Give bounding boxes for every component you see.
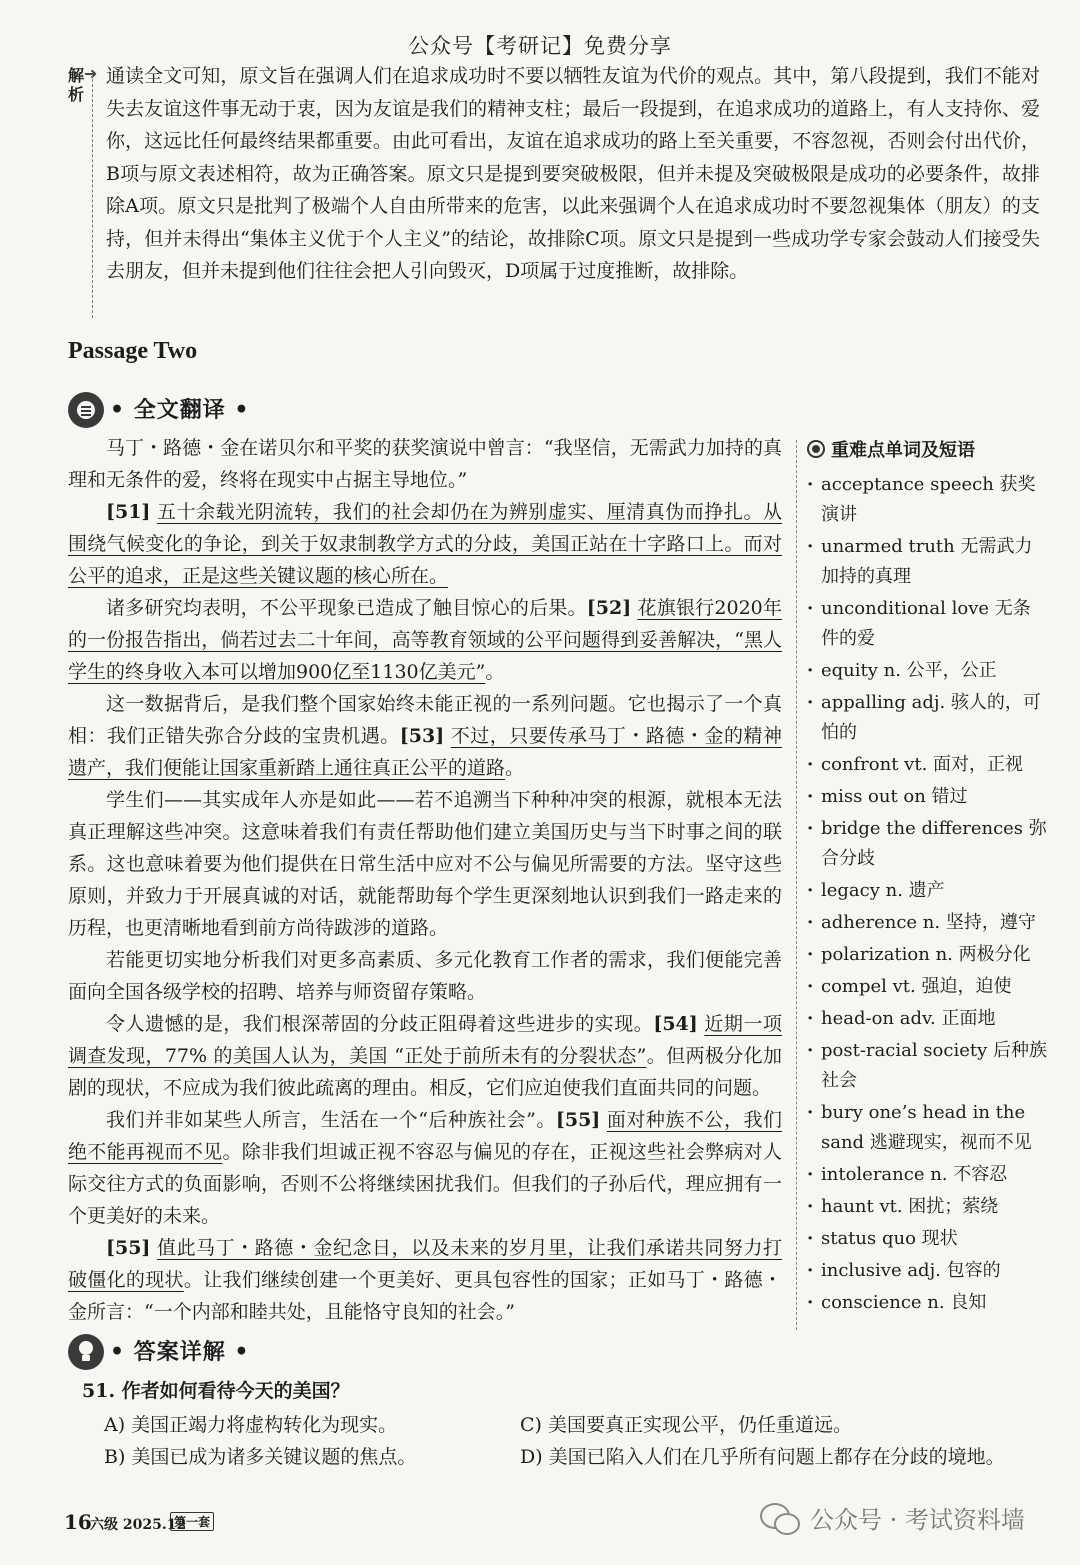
question-ref: [55] xyxy=(106,1237,151,1259)
vocab-item: · post-racial society 后种族社会 xyxy=(807,1036,1047,1096)
watermark: 公众号 · 考试资料墙 xyxy=(760,1500,1025,1535)
column-divider xyxy=(796,440,797,1330)
page-number: 16 xyxy=(64,1510,92,1534)
paragraph: 诸多研究均表明，不公平现象已造成了触目惊心的后果。[52] 花旗银行2020年的一份报告指出，倘若过去二十年间，高等教育领域的公平问题得到妥善解决，“黑人学生的终身收入本可以增加900亿至1130亿美元”。 xyxy=(68,597,782,683)
paragraph: 若能更切实地分析我们对更多高素质、多元化教育工作者的需求，我们便能完善面向全国各级学校的招聘、培养与师资留存策略。 xyxy=(68,949,782,1003)
vocab-item: · status quo 现状 xyxy=(807,1224,1047,1254)
wechat-icon xyxy=(760,1501,800,1535)
vocab-item: · equity n. 公平，公正 xyxy=(807,656,1047,686)
vocab-title: 重难点单词及短语 xyxy=(807,436,1047,462)
underlined-sentence: 面对种族不公，我们绝不能再视而不见 xyxy=(68,1109,782,1163)
vocab-item: · intolerance n. 不容忍 xyxy=(807,1160,1047,1190)
paragraph: 令人遗憾的是，我们根深蒂固的分歧正阻碍着这些进步的实现。[54] 近期一项调查发现，77% 的美国人认为，美国 “正处于前所未有的分裂状态”。但两极分化加剧的现状，不应成为我们彼此疏离的理由。相反，它们应迫使我们直面共同的问题。 xyxy=(68,1013,782,1099)
translation-body xyxy=(68,432,782,1328)
vocab-item: · compel vt. 强迫，迫使 xyxy=(807,972,1047,1002)
question-ref: [53] xyxy=(399,725,445,747)
vocab-item: · haunt vt. 困扰；萦绕 xyxy=(807,1192,1047,1222)
option-c: C) 美国要真正实现公平，仍任重道远。 xyxy=(520,1414,852,1436)
underlined-sentence: 不过，只要传承马丁・路德・金的精神遗产，我们便能让国家重新踏上通往真正公平的道路 xyxy=(68,725,782,779)
target-icon xyxy=(807,440,825,458)
lightbulb-icon xyxy=(68,1334,104,1370)
paragraph: [55] 值此马丁・路德・金纪念日，以及未来的岁月里，让我们承诺共同努力打破僵化的现状。让我们继续创建一个更美好、更具包容性的国家；正如马丁・路德・金所言：“一个内部和睦共处，且能恪守良知的社会。” xyxy=(68,1237,782,1323)
vocab-item: · miss out on 错过 xyxy=(807,782,1047,812)
option-d: D) 美国已陷入人们在几乎所有问题上都存在分歧的境地。 xyxy=(520,1446,1005,1468)
vocab-item: · adherence n. 坚持，遵守 xyxy=(807,908,1047,938)
vocab-item: · appalling adj. 骇人的，可怕的 xyxy=(807,688,1047,748)
paragraph: 我们并非如某些人所言，生活在一个“后种族社会”。[55] 面对种族不公，我们绝不能再视而不见。除非我们坦诚正视不容忍与偏见的存在，正视这些社会弊病对人际交往方式的负面影响，否则不公将继续困扰我们。但我们的子孙后代，理应拥有一个更美好的未来。 xyxy=(68,1109,782,1227)
vocab-item: · bridge the differences 弥合分歧 xyxy=(807,814,1047,874)
option-b: B) 美国已成为诸多关键议题的焦点。 xyxy=(104,1446,417,1468)
passage-title: Passage Two xyxy=(68,338,198,364)
analysis-divider xyxy=(92,74,93,318)
question-ref: [51] xyxy=(106,501,151,523)
vocab-item: · unconditional love 无条件的爱 xyxy=(807,594,1047,654)
answers-title: • 答案详解 • xyxy=(110,1339,250,1365)
question-ref: [52] xyxy=(586,597,632,619)
analysis-tag: 解析 xyxy=(68,66,85,104)
underlined-sentence: 花旗银行2020年的一份报告指出，倘若过去二十年间，高等教育领域的公平问题得到妥善解决，“黑人学生的终身收入本可以增加900亿至1130亿美元” xyxy=(68,597,782,683)
arrow-icon: ➜ xyxy=(84,64,98,83)
vocab-item: · inclusive adj. 包容的 xyxy=(807,1256,1047,1286)
vocab-item: · head-on adv. 正面地 xyxy=(807,1004,1047,1034)
magazine-issue: 六级 2025.12 xyxy=(90,1517,187,1533)
vocab-item: · legacy n. 遗产 xyxy=(807,876,1047,906)
question-51: 51. 作者如何看待今天的美国？ xyxy=(82,1380,350,1402)
vocab-item: · confront vt. 面对，正视 xyxy=(807,750,1047,780)
vocab-item: · polarization n. 两极分化 xyxy=(807,940,1047,970)
chat-bubble-icon xyxy=(68,392,104,428)
translation-title: • 全文翻译 • xyxy=(110,397,250,423)
paragraph: 这一数据背后，是我们整个国家始终未能正视的一系列问题。它也揭示了一个真相：我们正错失弥合分歧的宝贵机遇。[53] 不过，只要传承马丁・路德・金的精神遗产，我们便能让国家重新踏上通往真正公平的道路。 xyxy=(68,693,782,779)
vocab-item: · acceptance speech 获奖演讲 xyxy=(807,470,1047,530)
paragraph: 马丁・路德・金在诺贝尔和平奖的获奖演说中曾言：“我坚信，无需武力加持的真理和无条件的爱，终将在现实中占据主导地位。” xyxy=(68,437,782,491)
question-ref: [54] xyxy=(653,1013,698,1035)
set-label: 第一套 xyxy=(170,1512,214,1531)
underlined-sentence: 五十余载光阴流转，我们的社会却仍在为辨别虚实、厘清真伪而挣扎。从围绕气候变化的争论，到关于奴隶制教学方式的分歧，美国正站在十字路口上。而对公平的追求，正是这些关键议题的核心所在。 xyxy=(68,501,782,587)
underlined-sentence: 值此马丁・路德・金纪念日，以及未来的岁月里，让我们承诺共同努力打破僵化的现状 xyxy=(68,1237,782,1291)
underlined-sentence: 近期一项调查发现，77% 的美国人认为，美国 “正处于前所未有的分裂状态” xyxy=(68,1013,782,1067)
vocab-sidebar xyxy=(807,436,1047,1320)
analysis-text: 通读全文可知，原文旨在强调人们在追求成功时不要以牺牲友谊为代价的观点。其中，第八段提到，我们不能对失去友谊这件事无动于衷，因为友谊是我们的精神支柱；最后一段提到，在追求成功的道路上，有人支持你、爱你，这远比任何最终结果都重要。由此可看出，友谊在追求成功的路上至关重要，不容忽视，否则会付出代价，B项与原文表述相符，故为正确答案。原文只是提到要突破极限，但并未提及突破极限是成功的必要条件，故排除A项。原文只是批判了极端个人自由所带来的危害，以此来强调个人在追求成功时不要忽视集体（朋友）的支持，但并未得出“集体主义优于个人主义”的结论，故排除C项。原文只是提到一些成功学专家会鼓动人们接受失去朋友，但并未提到他们往往会把人引向毁灭，D项属于过度推断，故排除。 xyxy=(106,65,1040,282)
page-header: 公众号【考研记】免费分享 xyxy=(408,34,672,58)
question-ref: [55] xyxy=(555,1109,601,1131)
vocab-item: · unarmed truth 无需武力加持的真理 xyxy=(807,532,1047,592)
paragraph: 学生们——其实成年人亦是如此——若不追溯当下种种冲突的根源，就根本无法真正理解这些冲突。这意味着我们有责任帮助他们建立美国历史与当下时事之间的联系。这也意味着要为他们提供在日常生活中应对不公与偏见所需要的方法。坚守这些原则，并致力于开展真诚的对话，就能帮助每个学生更深刻地认识到我们一路走来的历程，也更清晰地看到前方尚待跋涉的道路。 xyxy=(68,789,782,939)
vocab-item: · conscience n. 良知 xyxy=(807,1288,1047,1318)
vocab-item: · bury one’s head in the sand 逃避现实，视而不见 xyxy=(807,1098,1047,1158)
option-a: A) 美国正竭力将虚构转化为现实。 xyxy=(104,1414,398,1436)
paragraph xyxy=(68,496,782,592)
